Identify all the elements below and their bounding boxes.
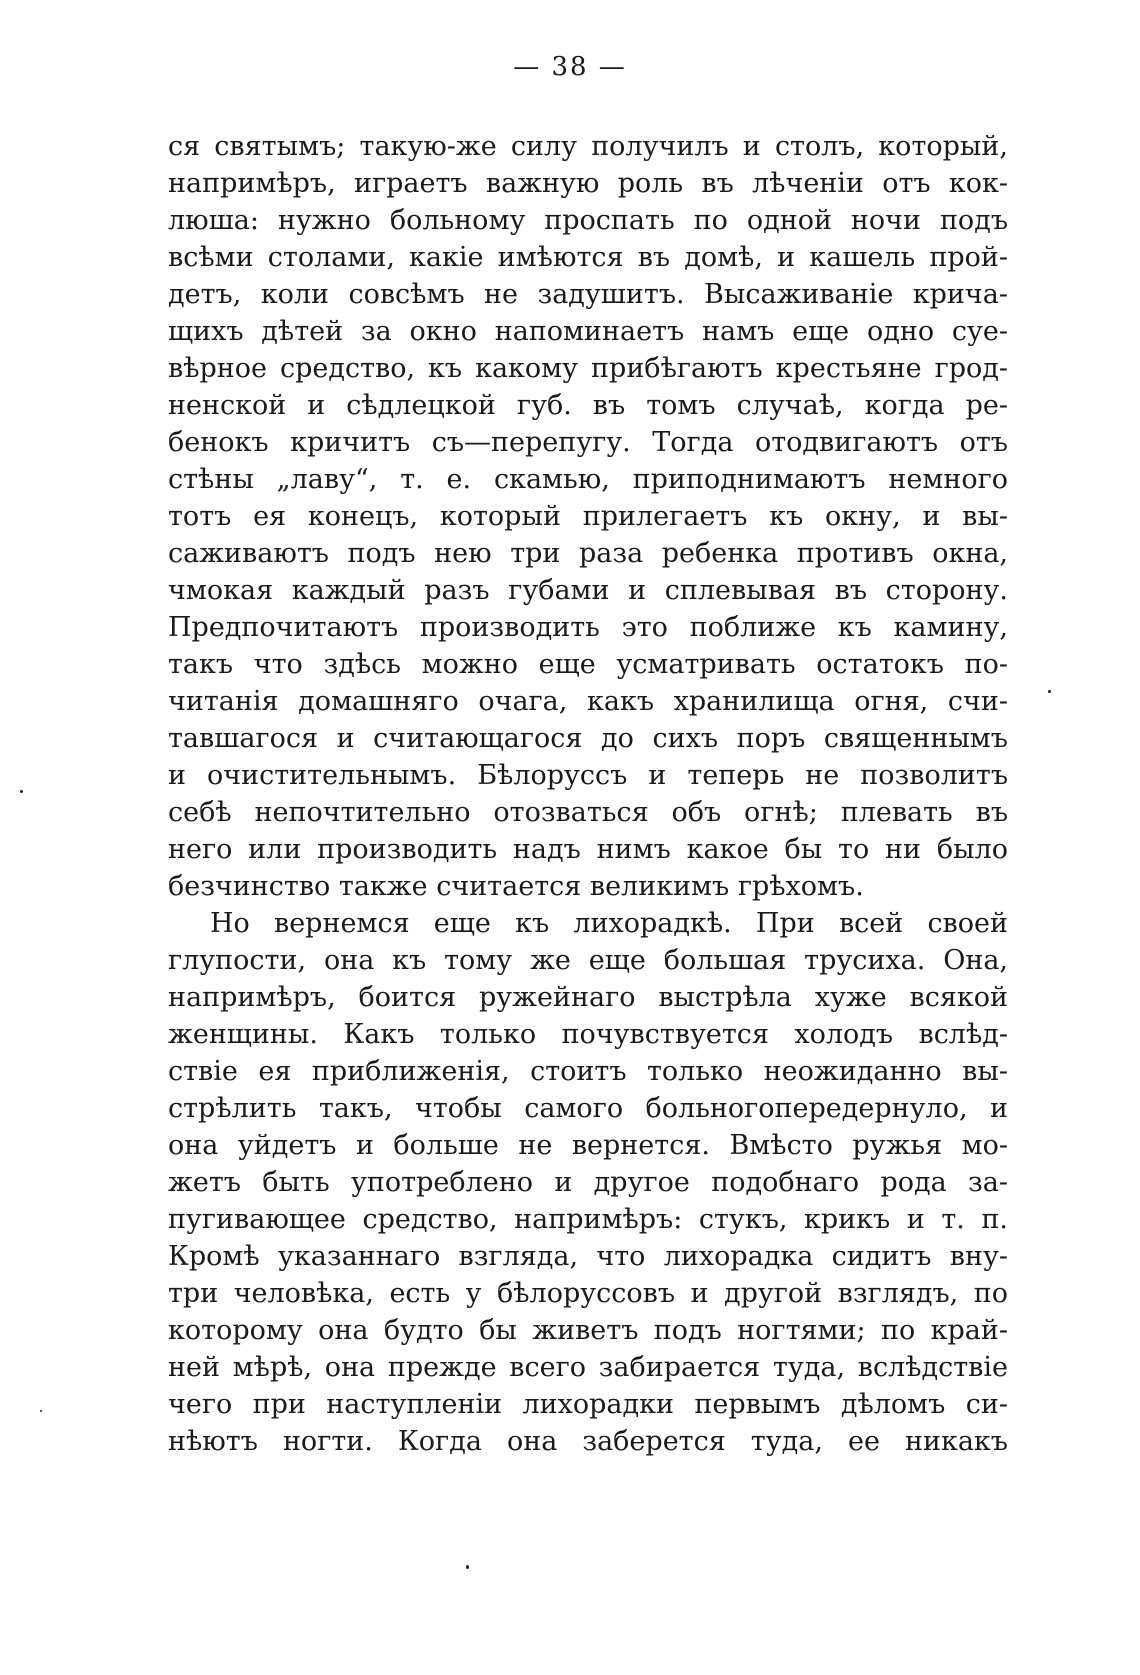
text-line: глупости, она къ тому же еще большая трусиха. Она,	[168, 945, 1008, 976]
text-line: она уйдетъ и больше не вернется. Вмѣсто ружья мо-	[168, 1130, 1008, 1161]
body-text	[168, 128, 1008, 1460]
text-line: нѣютъ ногти. Когда она заберется туда, ее никакъ	[168, 1426, 1008, 1457]
text-line: Кромѣ указаннаго взгляда, что лихорадка сидитъ вну-	[168, 1241, 1008, 1272]
text-line: ней мѣрѣ, она прежде всего забирается туда, вслѣдствіе	[168, 1352, 1008, 1383]
text-line: женщины. Какъ только почувствуется холодъ вслѣд-	[168, 1019, 1008, 1050]
text-line: стѣны „лаву“, т. е. скамью, приподнимаютъ немного	[168, 464, 1008, 495]
text-line: вѣрное средство, къ какому прибѣгаютъ крестьяне грод-	[168, 353, 1008, 384]
text-line: него или производить надъ нимъ какое бы то ни было	[168, 834, 1008, 865]
text-line: стрѣлить такъ, чтобы самого больногопередернуло, и	[168, 1093, 1008, 1124]
text-line: ся святымъ; такую-же силу получилъ и столъ, который,	[168, 131, 1008, 162]
text-line: ствіе ея приближенія, стоитъ только неожиданно вы-	[168, 1056, 1008, 1087]
text-line: Предпочитаютъ производить это поближе къ камину,	[168, 612, 1008, 643]
text-line: напримѣръ, боится ружейнаго выстрѣла хуже всякой	[168, 982, 1008, 1013]
scan-speck	[1048, 690, 1051, 693]
text-line: саживаютъ подъ нею три раза ребенка противъ окна,	[168, 538, 1008, 569]
text-line: чего при наступленіи лихорадки первымъ дѣломъ си-	[168, 1389, 1008, 1420]
text-line: жетъ быть употреблено и другое подобнаго рода за-	[168, 1167, 1008, 1198]
text-line: и очистительнымъ. Бѣлоруссъ и теперь не позволитъ	[168, 760, 1008, 791]
text-line: себѣ непочтительно отозваться объ огнѣ; плевать въ	[168, 797, 1008, 828]
text-line: безчинство также считается великимъ грѣхомъ.	[168, 871, 864, 902]
text-line: три человѣка, есть у бѣлоруссовъ и другой взглядъ, по	[168, 1278, 1008, 1309]
text-line: тотъ ея конецъ, который прилегаетъ къ окну, и вы-	[168, 501, 1008, 532]
text-line: читанія домашняго очага, какъ хранилища огня, счи-	[168, 686, 1008, 717]
text-line: пугивающее средство, напримѣръ: стукъ, крикъ и т. п.	[168, 1204, 1008, 1235]
text-line: детъ, коли совсѣмъ не задушитъ. Высаживаніе крича-	[168, 279, 1008, 310]
text-line: щихъ дѣтей за окно напоминаетъ намъ еще одно суе-	[168, 316, 1008, 347]
text-line: напримѣръ, играетъ важную роль въ лѣченіи отъ кок-	[168, 168, 1008, 199]
text-line: Но вернемся еще къ лихорадкѣ. При всей своей	[210, 908, 1008, 939]
scan-speck	[20, 790, 23, 793]
text-line: тавшагося и считающагося до сихъ поръ священнымъ	[168, 723, 1008, 754]
text-line: всѣми столами, какіе имѣются въ домѣ, и кашель прой-	[168, 242, 1008, 273]
scan-speck	[40, 1410, 42, 1412]
text-line: бенокъ кричитъ съ—перепугу. Тогда отодвигаютъ отъ	[168, 427, 1008, 458]
text-line: чмокая каждый разъ губами и сплевывая въ сторону.	[168, 575, 1008, 606]
text-line: люша: нужно больному проспать по одной ночи подъ	[168, 205, 1008, 236]
scan-speck	[466, 1565, 469, 1569]
text-line: которому она будто бы живетъ подъ ногтями; по край-	[168, 1315, 1008, 1346]
page-number: — 38 —	[513, 52, 627, 82]
text-line: такъ что здѣсь можно еще усматривать остатокъ по-	[168, 649, 1008, 680]
text-line: ненской и сѣдлецкой губ. въ томъ случаѣ, когда ре-	[168, 390, 1008, 421]
